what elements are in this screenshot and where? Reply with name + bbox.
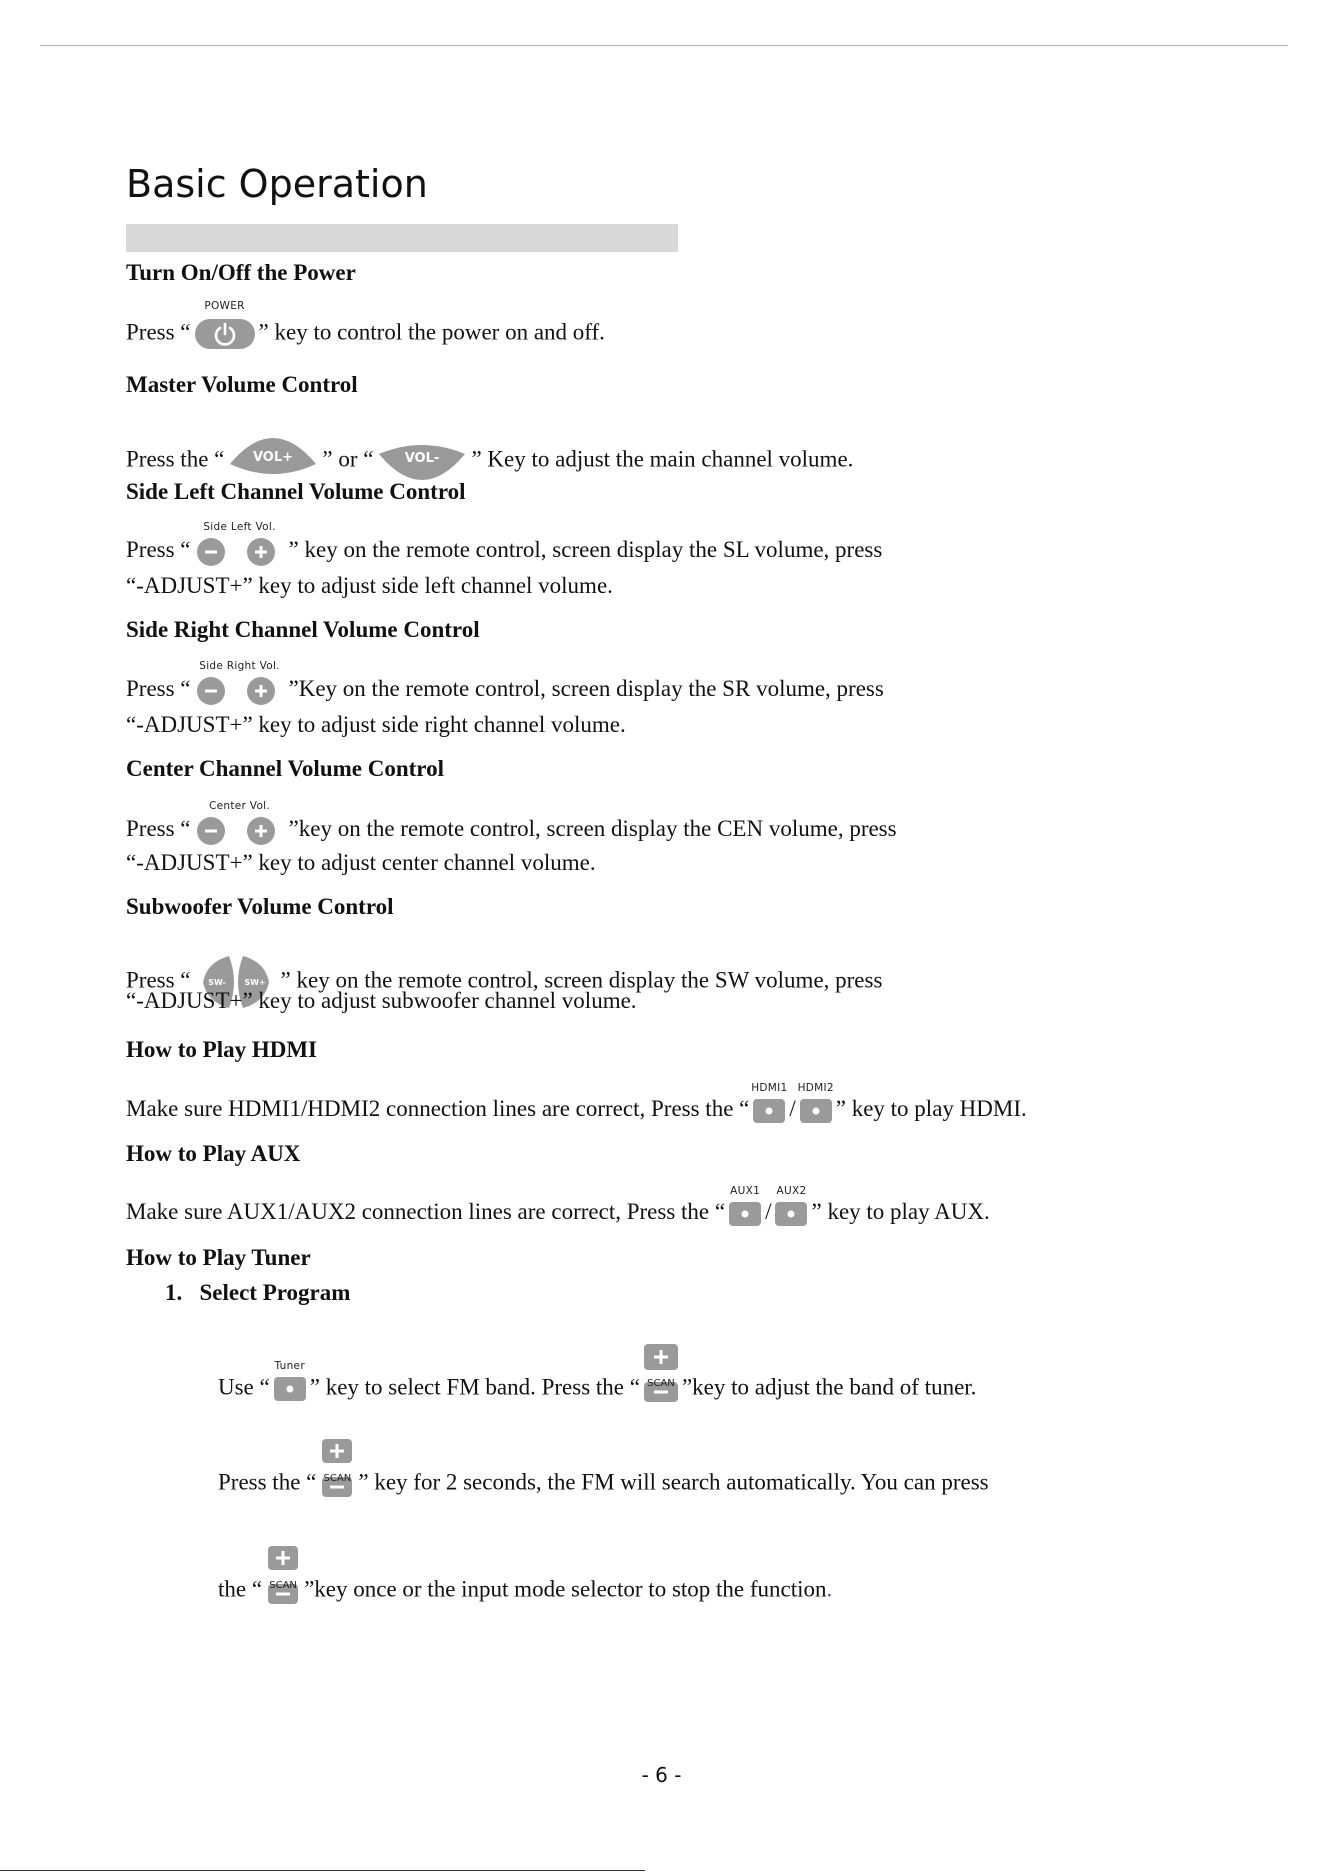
tuner-line3-pre: the “ (218, 1576, 263, 1602)
bottom-rule (0, 1870, 645, 1871)
tuner-line1-pre: Use “ (218, 1374, 270, 1400)
tuner-key-label: Tuner (274, 1360, 305, 1372)
scan-key-3-label: SCAN (269, 1580, 297, 1591)
heading-hdmi: How to Play HDMI (126, 1037, 318, 1062)
heading-subwoofer: Subwoofer Volume Control (126, 894, 394, 919)
vol-down-key-label: VOL- (405, 451, 440, 466)
side-right-key-label: Side Right Vol. (199, 659, 280, 672)
tuner-line1-post: ”key to adjust the band of tuner. (681, 1374, 977, 1400)
aux-sep: / (765, 1199, 772, 1224)
power-pre: Press “ (126, 319, 191, 345)
svg-text:SW-: SW- (207, 978, 226, 987)
tuner-line1 (218, 1360, 976, 1418)
power-line (126, 300, 605, 350)
subheading-text: Select Program (199, 1280, 351, 1305)
tuner-line2-post: ” key for 2 seconds, the FM will search automatically. You can press (358, 1469, 989, 1495)
center-line2: “-ADJUST+” key to adjust center channel volume. (126, 850, 596, 875)
master-pre: Press the “ (126, 446, 225, 472)
heading-tuner: How to Play Tuner (126, 1245, 311, 1270)
aux-post: ” key to play AUX. (811, 1199, 990, 1224)
heading-aux: How to Play AUX (126, 1141, 301, 1166)
scan-key-2 (319, 1439, 355, 1497)
side-right-post: ”Key on the remote control, screen display the SR volume, press (288, 676, 884, 701)
scan-key-3 (265, 1546, 301, 1604)
side-right-line2: “-ADJUST+” key to adjust side right channel volume. (126, 712, 626, 737)
scan-key (643, 1344, 679, 1402)
page-number: - 6 - (641, 1763, 682, 1787)
power-post: ” key to control the power on and off. (258, 319, 605, 345)
side-left-line2: “-ADJUST+” key to adjust side left channel volume. (126, 573, 613, 598)
power-key-label: POWER (204, 300, 245, 312)
tuner-line3 (218, 1562, 832, 1620)
side-right-line (126, 659, 884, 706)
power-key (194, 300, 256, 350)
subheading-select-program (165, 1280, 350, 1306)
subheading-number: 1. (165, 1280, 183, 1305)
side-left-keys (195, 520, 285, 567)
top-rule (40, 45, 1288, 46)
title-underline-bar (126, 224, 678, 252)
tuner-line3-end: . (826, 1576, 833, 1602)
side-left-post: ” key on the remote control, screen display the SL volume, press (288, 537, 883, 562)
heading-center: Center Channel Volume Control (126, 756, 444, 781)
center-pre: Press “ (126, 816, 191, 841)
heading-master-volume: Master Volume Control (126, 372, 358, 397)
side-right-pre: Press “ (126, 676, 191, 701)
master-post: ” Key to adjust the main channel volume. (471, 446, 854, 472)
side-left-pre: Press “ (126, 537, 191, 562)
heading-side-left: Side Left Channel Volume Control (126, 479, 466, 504)
hdmi2-key-label: HDMI2 (797, 1081, 834, 1094)
scan-key-2-label: SCAN (323, 1473, 352, 1484)
hdmi-line (126, 1081, 1027, 1124)
subwoofer-post: ” key on the remote control, screen display the SW volume, press (280, 967, 883, 993)
center-keys (195, 799, 285, 846)
tuner-line1-mid: ” key to select FM band. Press the “ (309, 1374, 640, 1400)
subwoofer-line2: “-ADJUST+” key to adjust subwoofer channel volume. (126, 988, 637, 1013)
tuner-line2 (218, 1455, 989, 1513)
master-mid: ” or “ (322, 446, 374, 472)
scan-key-label: SCAN (647, 1378, 675, 1389)
hdmi1-key (751, 1081, 788, 1124)
heading-power: Turn On/Off the Power (126, 260, 356, 285)
svg-text:SW+: SW+ (243, 978, 266, 987)
hdmi1-key-label: HDMI1 (751, 1081, 788, 1094)
heading-side-right: Side Right Channel Volume Control (126, 617, 480, 642)
hdmi-sep: / (789, 1096, 796, 1121)
hdmi-pre: Make sure HDMI1/HDMI2 connection lines are correct, Press the “ (126, 1096, 750, 1121)
tuner-line2-pre: Press the “ (218, 1469, 317, 1495)
aux-pre: Make sure AUX1/AUX2 connection lines are correct, Press the “ (126, 1199, 726, 1224)
center-line (126, 799, 897, 846)
subwoofer-pre: Press “ (126, 967, 191, 993)
aux1-key (728, 1184, 762, 1227)
side-left-key-label: Side Left Vol. (203, 520, 276, 533)
aux2-key-label: AUX2 (776, 1184, 807, 1197)
center-post: ”key on the remote control, screen display the CEN volume, press (288, 816, 897, 841)
aux-line (126, 1184, 990, 1227)
aux2-key (774, 1184, 808, 1227)
tuner-line3-post: ”key once or the input mode selector to stop the function (304, 1576, 827, 1602)
hdmi2-key (797, 1081, 834, 1124)
tuner-key (273, 1360, 307, 1402)
page-title: Basic Operation (126, 162, 428, 206)
side-left-line (126, 520, 883, 567)
hdmi-post: ” key to play HDMI. (835, 1096, 1027, 1121)
side-right-keys (195, 659, 285, 706)
center-key-label: Center Vol. (209, 799, 271, 812)
vol-up-key-label: VOL+ (253, 450, 294, 465)
aux1-key-label: AUX1 (730, 1184, 761, 1197)
